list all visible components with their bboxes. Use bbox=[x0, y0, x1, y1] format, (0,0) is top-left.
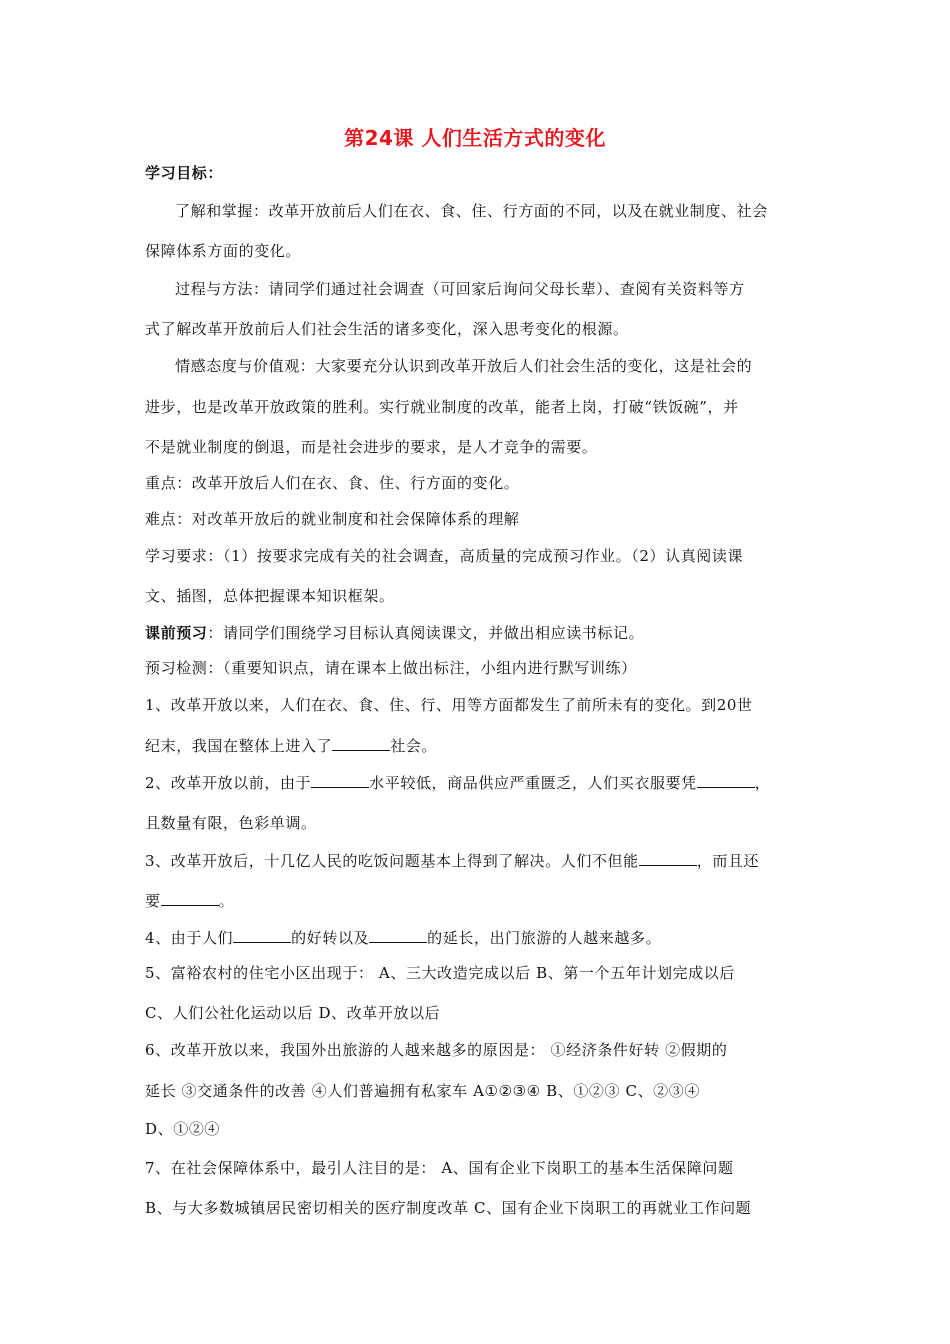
question-3-line2: 要 。 bbox=[145, 892, 235, 910]
question-6-line1: 6、改革开放以来，我国外出旅游的人越来越多的原因是： ①经济条件好转 ②假期的 bbox=[145, 1041, 728, 1059]
objective-knowledge-line2: 保障体系方面的变化。 bbox=[145, 242, 302, 260]
answer-blank[interactable] bbox=[697, 773, 755, 788]
key-point: 重点：改革开放后人们在衣、食、住、行方面的变化。 bbox=[145, 474, 520, 492]
objective-process-line1: 过程与方法：请同学们通过社会调查（可回家后询问父母长辈）、查阅有关资料等方 bbox=[175, 280, 745, 298]
objective-knowledge-line1: 了解和掌握：改革开放前后人们在衣、食、住、行方面的不同，以及在就业制度、社会 bbox=[175, 202, 768, 220]
question-1-line2: 纪末，我国在整体上进入了 社会。 bbox=[145, 737, 438, 755]
question-5-line2: C、人们公社化运动以后 D、改革开放以后 bbox=[145, 1004, 441, 1022]
answer-blank[interactable] bbox=[233, 928, 291, 943]
question-2-line1: 2、改革开放以前，由于 水平较低，商品供应严重匮乏，人们买衣服要凭 ， bbox=[145, 774, 771, 792]
answer-blank[interactable] bbox=[639, 851, 697, 866]
preview-check: 预习检测：（重要知识点，请在课本上做出标注，小组内进行默写训练） bbox=[145, 659, 637, 677]
question-7-line2: B、与大多数城镇居民密切相关的医疗制度改革 C、国有企业下岗职工的再就业工作问题 bbox=[145, 1199, 752, 1217]
preview-instruction bbox=[145, 622, 815, 643]
objective-emotion-line1: 情感态度与价值观：大家要充分认识到改革开放后人们社会生活的变化，这是社会的 bbox=[175, 357, 753, 375]
preview-label: 课前预习 bbox=[145, 624, 208, 642]
answer-blank[interactable] bbox=[311, 773, 369, 788]
question-7-line1: 7、在社会保障体系中，最引人注目的是： A、国有企业下岗职工的基本生活保障问题 bbox=[145, 1159, 734, 1177]
objectives-heading: 学习目标： bbox=[145, 164, 224, 182]
answer-blank[interactable] bbox=[332, 736, 390, 751]
objective-emotion-line3: 不是就业制度的倒退，而是社会进步的要求，是人才竞争的需要。 bbox=[145, 438, 598, 456]
question-4: 4、由于人们 的好转以及 的延长，出门旅游的人越来越多。 bbox=[145, 929, 662, 947]
question-6-line3: D、①②④ bbox=[145, 1120, 221, 1138]
question-5-line1: 5、富裕农村的住宅小区出现于： A、三大改造完成以后 B、第一个五年计划完成以后 bbox=[145, 964, 735, 982]
objective-emotion-line2: 进步，也是改革开放政策的胜利。实行就业制度的改革，能者上岗，打破“铁饭碗”，并 bbox=[145, 398, 739, 416]
question-6-line2: 延长 ③交通条件的改善 ④人们普遍拥有私家车 A①②③④ B、①②③ C、②③④ bbox=[145, 1082, 700, 1100]
lesson-title: 第24课 人们生活方式的变化 bbox=[344, 126, 606, 150]
preview-text: ：请同学们围绕学习目标认真阅读课文，并做出相应读书标记。 bbox=[207, 624, 645, 642]
objective-process-line2: 式了解改革开放前后人们社会生活的诸多变化，深入思考变化的根源。 bbox=[145, 320, 629, 338]
difficulty-point: 难点：对改革开放后的就业制度和社会保障体系的理解 bbox=[145, 510, 520, 528]
answer-blank[interactable] bbox=[369, 928, 427, 943]
study-requirement-line2: 文、插图，总体把握课本知识框架。 bbox=[145, 587, 395, 605]
question-1-line1: 1、改革开放以来，人们在衣、食、住、行、用等方面都发生了前所未有的变化。到20世 bbox=[145, 696, 753, 714]
question-3-line1: 3、改革开放后，十几亿人民的吃饭问题基本上得到了解决。人们不但能 ，而且还 bbox=[145, 852, 760, 870]
question-2-line2: 且数量有限，色彩单调。 bbox=[145, 814, 317, 832]
answer-blank[interactable] bbox=[161, 891, 219, 906]
study-requirement-line1: 学习要求：（1）按要求完成有关的社会调查，高质量的完成预习作业。（2）认真阅读课 bbox=[145, 547, 744, 565]
